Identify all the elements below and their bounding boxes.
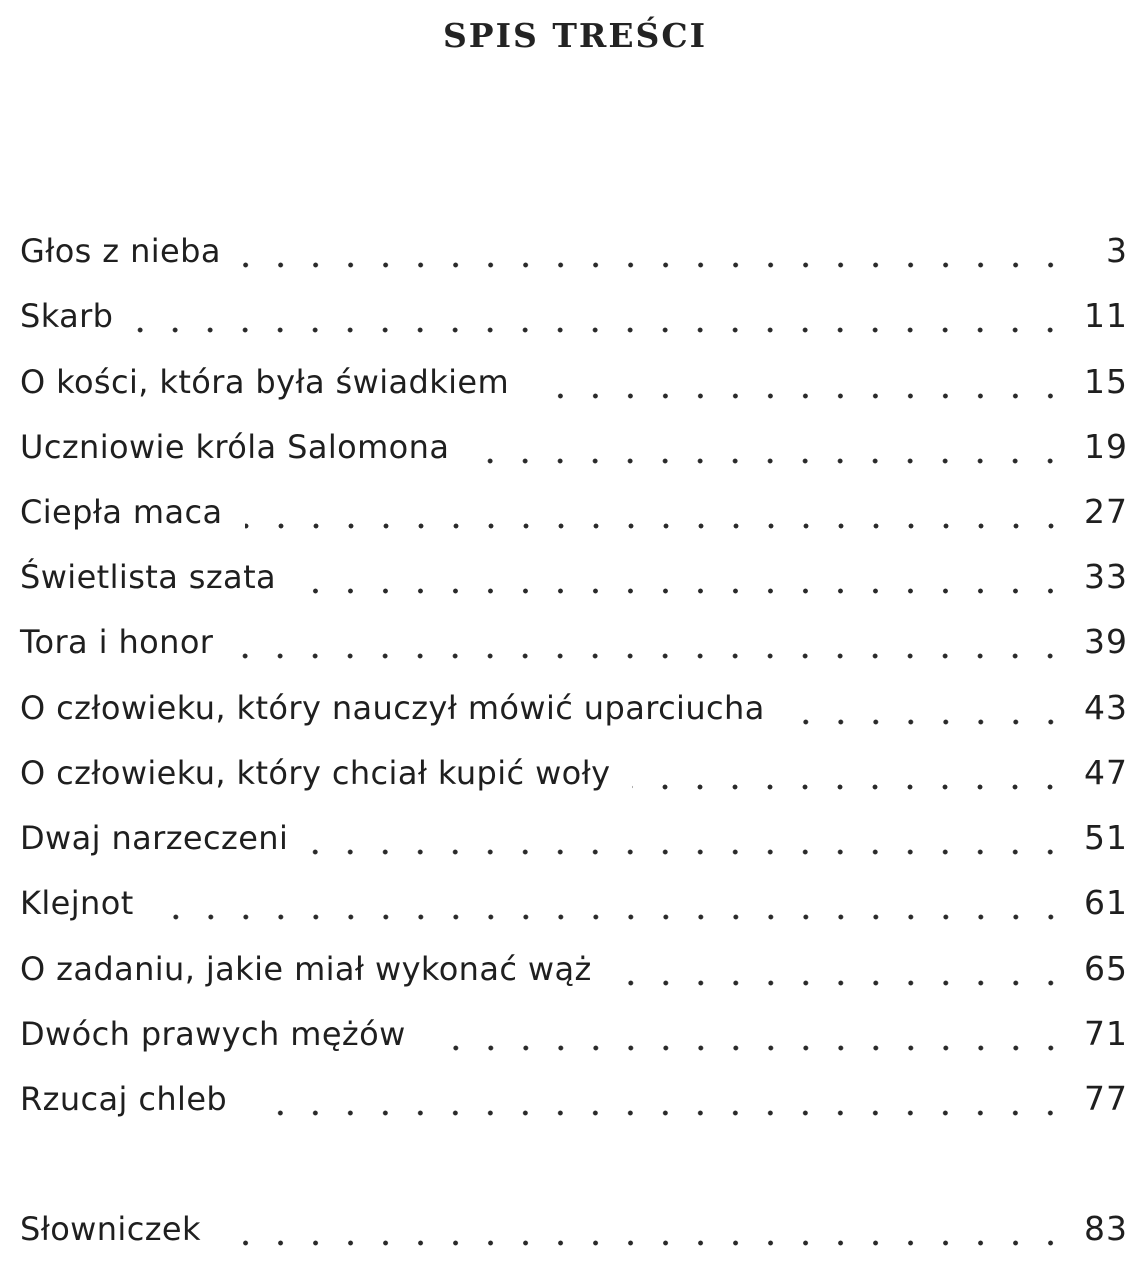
toc-entry-page: 33 bbox=[1084, 557, 1128, 596]
toc-entry bbox=[20, 492, 1128, 540]
toc-entry-page: 43 bbox=[1084, 688, 1128, 727]
toc-entry bbox=[20, 883, 1128, 931]
dot-leader bbox=[243, 262, 1068, 268]
toc-entry bbox=[20, 231, 1128, 279]
toc-entry-page: 83 bbox=[1084, 1209, 1128, 1248]
toc-entry-title: Świetlista szata bbox=[20, 558, 277, 596]
dot-leader bbox=[310, 849, 1068, 855]
toc-entry-title: O kości, która była świadkiem bbox=[20, 363, 510, 401]
dot-leader bbox=[531, 393, 1068, 399]
dot-leader bbox=[787, 719, 1068, 725]
toc-entry bbox=[20, 949, 1128, 997]
toc-entry-title: Rzucaj chleb bbox=[20, 1080, 228, 1118]
toc-entry bbox=[20, 1079, 1128, 1127]
toc-entry-title: Ciepła maca bbox=[20, 493, 223, 531]
toc-entry-page: 77 bbox=[1084, 1079, 1128, 1118]
toc-entry-page: 71 bbox=[1084, 1014, 1128, 1053]
toc-entry-page: 11 bbox=[1084, 296, 1128, 335]
toc-entry bbox=[20, 557, 1128, 605]
toc-entry bbox=[20, 688, 1128, 736]
dot-leader bbox=[249, 1110, 1068, 1116]
toc-entry-title: O zadaniu, jakie miał wykonać wąż bbox=[20, 950, 592, 988]
toc-entry bbox=[20, 818, 1128, 866]
dot-leader bbox=[135, 327, 1068, 333]
dot-leader bbox=[471, 458, 1068, 464]
toc-entry-title: Dwóch prawych mężów bbox=[20, 1015, 406, 1053]
toc-entry-page: 3 bbox=[1106, 231, 1128, 270]
toc-entry-page: 65 bbox=[1084, 949, 1128, 988]
toc-entry-title: Dwaj narzeczeni bbox=[20, 819, 289, 857]
toc-entry-title: Tora i honor bbox=[20, 623, 214, 661]
toc-entry-title: O człowieku, który nauczył mówić uparciucha bbox=[20, 689, 765, 727]
dot-leader bbox=[235, 653, 1068, 659]
toc-entry-page: 39 bbox=[1084, 622, 1128, 661]
dot-leader bbox=[614, 980, 1068, 986]
toc-entry bbox=[20, 427, 1128, 475]
toc-entry-page: 27 bbox=[1084, 492, 1128, 531]
toc-entry-page: 51 bbox=[1084, 818, 1128, 857]
dot-leader bbox=[223, 1240, 1068, 1246]
dot-leader bbox=[632, 784, 1068, 790]
toc-entry-title: Głos z nieba bbox=[20, 232, 221, 270]
toc-entry-page: 19 bbox=[1084, 427, 1128, 466]
toc-appendix-entry bbox=[20, 1209, 1128, 1257]
toc-entry-page: 15 bbox=[1084, 362, 1128, 401]
toc-entry-title: Słowniczek bbox=[20, 1210, 201, 1248]
dot-leader bbox=[156, 914, 1068, 920]
toc-entry-title: O człowieku, który chciał kupić woły bbox=[20, 754, 611, 792]
toc-entry bbox=[20, 362, 1128, 410]
page-title: SPIS TREŚCI bbox=[442, 16, 708, 55]
toc-entry-page: 61 bbox=[1084, 883, 1128, 922]
toc-entry-title: Skarb bbox=[20, 297, 114, 335]
toc-entry bbox=[20, 753, 1128, 801]
toc-entry-title: Klejnot bbox=[20, 884, 134, 922]
toc-entry bbox=[20, 622, 1128, 670]
dot-leader bbox=[245, 523, 1069, 529]
toc-entry bbox=[20, 1014, 1128, 1062]
toc-entry-page: 47 bbox=[1084, 753, 1128, 792]
dot-leader bbox=[428, 1045, 1068, 1051]
toc-entry-title: Uczniowie króla Salomona bbox=[20, 428, 450, 466]
dot-leader bbox=[298, 588, 1068, 594]
toc-entry bbox=[20, 296, 1128, 344]
